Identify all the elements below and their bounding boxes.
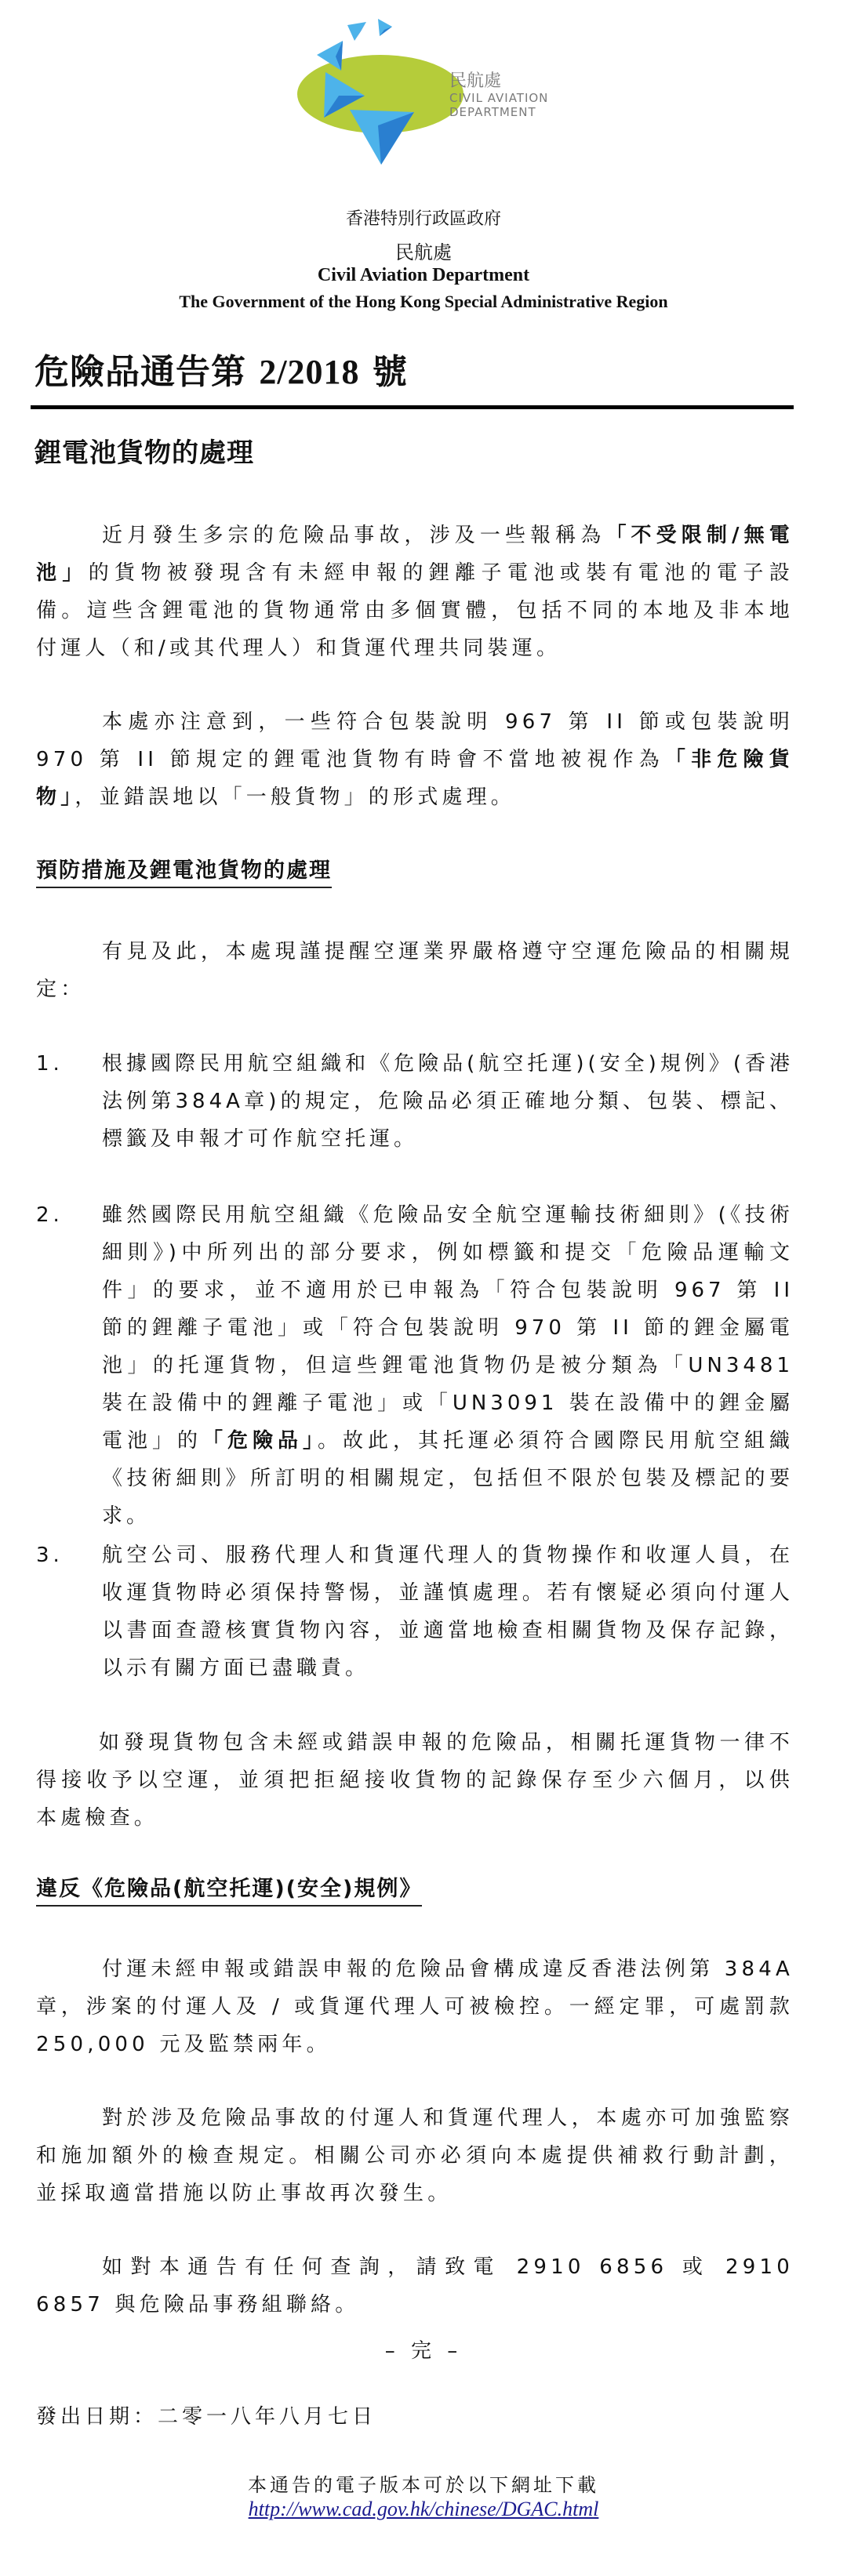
department-zh: 民航處 bbox=[395, 243, 452, 263]
section-heading-violation: 違反《危險品(航空托運)(安全)規例》 bbox=[36, 1876, 422, 1907]
cad-emblem-icon bbox=[235, 0, 612, 188]
intro-paragraph-2: 本處亦注意到，一些符合包裝說明 967 第 II 節或包裝說明 970 第 II 節規定的鋰電池貨物有時會不當地被視作為「非危險貨物」，並錯誤地以「一般貨物」的形式處理。 bbox=[36, 710, 794, 809]
department-en: Civil Aviation Department bbox=[317, 265, 530, 285]
title-divider bbox=[31, 405, 794, 409]
circular-number: 2/2018 bbox=[259, 353, 360, 391]
government-zh: 香港特別行政區政府 bbox=[345, 209, 501, 228]
issue-date: 發出日期：二零一八年八月七日 bbox=[36, 2405, 377, 2429]
list-text: 根據國際民用航空組織和《危險品(航空托運)(安全)規例》(香港法例第384A章)的規定，危險品必須正確地分類、包裝、標記、標籤及申報才可作航空托運。 bbox=[102, 1052, 794, 1151]
violation-paragraph-2: 對於涉及危險品事故的付運人和貨運代理人，本處亦可加強監察和施加額外的檢查規定。相關公司亦必須向本處提供補救行動計劃，並採取適當措施以防止事故再次發生。 bbox=[36, 2106, 794, 2205]
end-mark: – 完 – bbox=[384, 2339, 463, 2363]
svg-text:CIVIL AVIATION: CIVIL AVIATION bbox=[449, 91, 549, 105]
list-item-1 bbox=[36, 1045, 794, 1158]
intro-paragraph-1: 近月發生多宗的危險品事故，涉及一些報稱為「不受限制/無電池」的貨物被發現含有未經申報的鋰離子電池或裝有電池的電子設備。這些含鋰電池的貨物通常由多個實體，包括不同的本地及非本地付運人（和/或其代理人）和貨運代理共同裝運。 bbox=[36, 524, 794, 660]
contact-paragraph: 如對本通告有任何查詢，請致電 2910 6856 或 2910 6857 與危險品事務組聯絡。 bbox=[36, 2255, 794, 2317]
download-note: 本通告的電子版本可於以下網址下載 bbox=[248, 2474, 599, 2496]
section1-closing: 如發現貨物包含未經或錯誤申報的危險品，相關托運貨物一律不得接收予以空運，並須把拒絕接收貨物的記錄保存至少六個月，以供本處檢查。 bbox=[36, 1731, 794, 1830]
list-number: 3. bbox=[36, 1544, 64, 1567]
list-item-2 bbox=[36, 1196, 794, 1535]
section-heading-precautions: 預防措施及鋰電池貨物的處理 bbox=[36, 858, 332, 888]
government-en: The Government of the Hong Kong Special Administrative Region bbox=[179, 292, 668, 311]
title-prefix: 危險品通告第 bbox=[35, 352, 260, 392]
logo-name-zh: 民航處 bbox=[449, 71, 502, 91]
download-url bbox=[0, 2498, 847, 2521]
list-text: 航空公司、服務代理人和貨運代理人的貨物操作和收運人員，在收運貨物時必須保持警惕，並謹慎處理。若有懷疑必須向付運人以書面查證核實貨物內容，並適當地檢查相關貨物及保存記錄，以示有關方面已盡職責。 bbox=[102, 1544, 794, 1680]
section1-lead: 有見及此，本處現謹提醒空運業界嚴格遵守空運危險品的相關規定： bbox=[36, 940, 794, 1001]
list-number: 2. bbox=[36, 1203, 64, 1227]
list-number: 1. bbox=[36, 1052, 64, 1076]
cad-logo bbox=[235, 0, 612, 188]
list-item-3 bbox=[36, 1537, 794, 1687]
page-title bbox=[35, 343, 408, 394]
emphasis-dangerous-goods: 「危險品」 bbox=[202, 1429, 318, 1453]
subtitle: 鋰電池貨物的處理 bbox=[35, 437, 254, 469]
title-suffix: 號 bbox=[359, 352, 408, 392]
emphasis-non-dangerous: 「非危險貨物」 bbox=[36, 748, 794, 809]
emphasis-unrestricted: 「不受限制/無電池」 bbox=[36, 524, 794, 585]
svg-text:DEPARTMENT: DEPARTMENT bbox=[449, 105, 536, 119]
download-link[interactable]: http://www.cad.gov.hk/chinese/DGAC.html bbox=[248, 2498, 599, 2520]
list-text: 雖然國際民用航空組織《危險品安全航空運輸技術細則》(《技術細則》)中所列出的部分要求，例如標籤和提交「危險品運輸文件」的要求，並不適用於已申報為「符合包裝說明 967 第 II 節的鋰離子電池」或「符合包裝說明 970 第 II 節的鋰金屬電池」的托運貨物，但這些鋰電池貨物仍是被分類為「UN3481 裝在設備中的鋰離子電池」或「UN3091 裝在設備中的鋰金屬電池」的「危險品」。故此，其托運必須符合國際民用航空組織《技術細則》所訂明的相關規定，包括但不限於包裝及標記的要求。 bbox=[102, 1203, 794, 1528]
violation-paragraph-1: 付運未經申報或錯誤申報的危險品會構成違反香港法例第 384A 章，涉案的付運人及 / 或貨運代理人可被檢控。一經定罪，可處罰款 250,000 元及監禁兩年。 bbox=[36, 1957, 794, 2056]
